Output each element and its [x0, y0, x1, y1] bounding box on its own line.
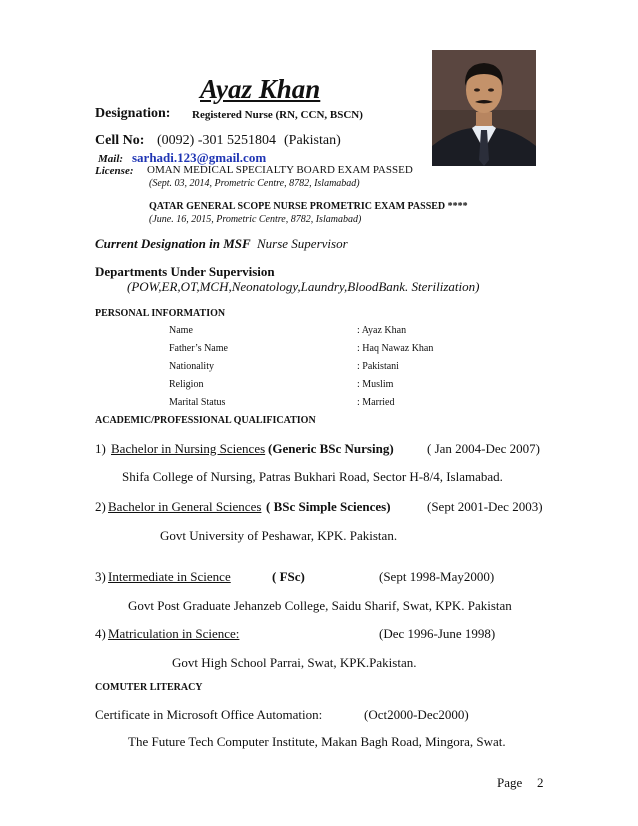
personal-row-value: : Pakistani — [357, 361, 399, 372]
academic-dates: (Dec 1996-June 1998) — [379, 626, 496, 641]
license-1-title: OMAN MEDICAL SPECIALTY BOARD EXAM PASSED — [147, 164, 413, 176]
academic-degree-type: ( BSc Simple Sciences) — [266, 499, 391, 514]
candidate-name: Ayaz Khan — [200, 74, 321, 104]
license-1-detail: (Sept. 03, 2014, Prometric Centre, 8782, Islamabad) — [149, 178, 360, 189]
personal-row-value: : Married — [357, 397, 395, 408]
academic-degree-type: (Generic BSc Nursing) — [268, 441, 394, 456]
departments-value: (POW,ER,OT,MCH,Neonatology,Laundry,BloodBank. Sterilization) — [127, 279, 480, 294]
profile-photo — [432, 50, 536, 166]
academic-dates: ( Jan 2004-Dec 2007) — [427, 441, 540, 456]
academic-institute: Govt High School Parrai, Swat, KPK.Pakistan. — [172, 655, 417, 670]
academic-heading: ACADEMIC/PROFESSIONAL QUALIFICATION — [95, 415, 316, 426]
computer-course: Certificate in Microsoft Office Automation: — [95, 707, 323, 722]
personal-row-label: Name — [169, 325, 193, 336]
departments-label: Departments Under Supervision — [95, 264, 275, 279]
license-label: License: — [95, 165, 134, 177]
personal-row-value: : Haq Nawaz Khan — [357, 343, 434, 354]
cell-label: Cell No: — [95, 133, 145, 148]
academic-degree-type: ( FSc) — [272, 569, 305, 584]
license-2-title: QATAR GENERAL SCOPE NURSE PROMETRIC EXAM PASSED **** — [149, 201, 468, 212]
academic-item-number: 2) — [95, 499, 106, 514]
personal-info-heading: PERSONAL INFORMATION — [95, 308, 226, 319]
computer-literacy-heading: COMUTER LITERACY — [95, 682, 203, 693]
personal-row-value: : Ayaz Khan — [357, 325, 407, 336]
license-2-detail: (June. 16, 2015, Prometric Centre, 8782, Islamabad) — [149, 214, 362, 225]
mail-link[interactable]: sarhadi.123@gmail.com — [132, 150, 267, 165]
academic-dates: (Sept 2001-Dec 2003) — [427, 499, 543, 514]
personal-row-label: Father’s Name — [169, 343, 228, 354]
academic-institute: Govt Post Graduate Jehanzeb College, Saidu Sharif, Swat, KPK. Pakistan — [128, 598, 512, 613]
portrait-photo-icon — [432, 50, 536, 166]
academic-degree: Intermediate in Science — [108, 569, 231, 584]
academic-degree: Matriculation in Science: — [108, 626, 240, 641]
personal-row-value: : Muslim — [357, 379, 394, 390]
academic-degree: Bachelor in Nursing Sciences — [111, 441, 266, 456]
personal-row-label: Marital Status — [169, 397, 226, 408]
current-designation-value: Nurse Supervisor — [257, 236, 348, 251]
academic-institute: Shifa College of Nursing, Patras Bukhari Road, Sector H-8/4, Islamabad. — [122, 469, 503, 484]
mail-label: Mail: — [98, 153, 124, 165]
computer-institute: The Future Tech Computer Institute, Makan Bagh Road, Mingora, Swat. — [128, 734, 506, 749]
current-designation-label: Current Designation in MSF — [95, 236, 251, 251]
page-number: 2 — [537, 775, 544, 790]
personal-row-label: Nationality — [169, 361, 214, 372]
academic-dates: (Sept 1998-May2000) — [379, 569, 495, 584]
cell-country: (Pakistan) — [284, 133, 341, 148]
academic-item-number: 3) — [95, 569, 106, 584]
academic-degree: Bachelor in General Sciences — [108, 499, 262, 514]
cell-value: (0092) -301 5251804 — [157, 133, 276, 148]
designation-label: Designation: — [95, 106, 171, 121]
academic-item-number: 4) — [95, 626, 106, 641]
page-label: Page — [497, 775, 523, 790]
academic-institute: Govt University of Peshawar, KPK. Pakistan. — [160, 528, 398, 543]
academic-item-number: 1) — [95, 441, 106, 456]
personal-row-label: Religion — [169, 379, 204, 390]
computer-course-dates: (Oct2000-Dec2000) — [364, 707, 469, 722]
designation-value: Registered Nurse (RN, CCN, BSCN) — [192, 109, 363, 121]
